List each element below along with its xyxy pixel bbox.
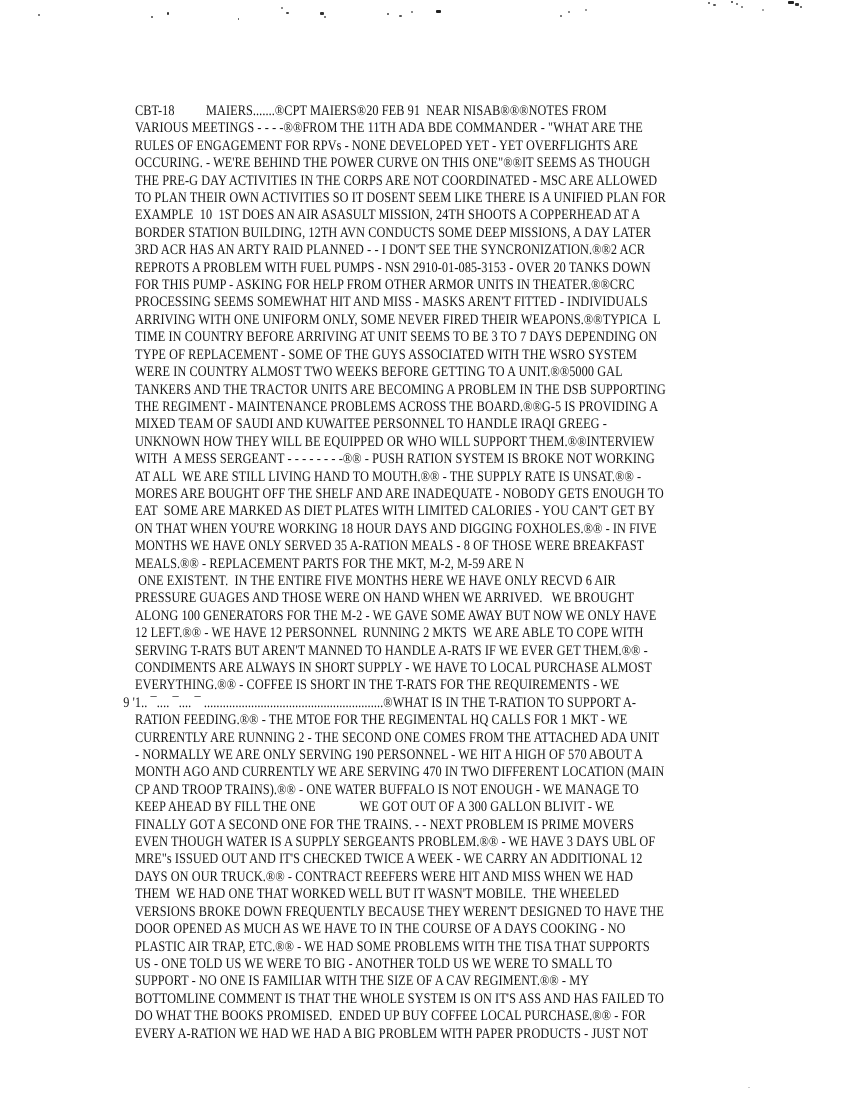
scan-speck	[736, 3, 738, 5]
text-line: VERSIONS BROKE DOWN FREQUENTLY BECAUSE THEY WEREN'T DESIGNED TO HAVE THE	[135, 903, 664, 920]
text-line: CONDIMENTS ARE ALWAYS IN SHORT SUPPLY - WE HAVE TO LOCAL PURCHASE ALMOST	[135, 660, 652, 676]
text-line: REPROTS A PROBLEM WITH FUEL PUMPS - NSN 2910-01-085-3153 - OVER 20 TANKS DOWN	[135, 259, 651, 276]
text-line: MIXED TEAM OF SAUDI AND KUWAITEE PERSONNEL TO HANDLE IRAQI GREEG -	[135, 416, 607, 433]
text-line: AT ALL WE ARE STILL LIVING HAND TO MOUTH.®® - THE SUPPLY RATE IS UNSAT.®® -	[135, 468, 642, 485]
text-line: MORES ARE BOUGHT OFF THE SHELF AND ARE INADEQUATE - NOBODY GETS ENOUGH TO	[135, 485, 664, 502]
document-text	[123, 103, 750, 1043]
scan-speck	[762, 9, 764, 11]
text-line: US - ONE TOLD US WE WERE TO BIG - ANOTHER TOLD US WE WERE TO SMALL TO	[135, 955, 613, 972]
text-line: TANKERS AND THE TRACTOR UNITS ARE BECOMING A PROBLEM IN THE DSB SUPPORTING	[135, 381, 666, 398]
scan-speck	[38, 14, 40, 16]
text-line: FOR THIS PUMP - ASKING FOR HELP FROM OTHER ARMOR UNITS IN THEATER.®®CRC	[135, 277, 635, 294]
text-line: 9 '1.. ¯.... ¯.... ¯ .........................................................®WHAT IS IN THE T-RATION TO SUPPORT A-	[123, 694, 637, 711]
scan-speck	[324, 16, 326, 18]
text-line: THE REGIMENT - MAINTENANCE PROBLEMS ACROSS THE BOARD.®®G-5 IS PROVIDING A	[135, 398, 659, 415]
text-line: SUPPORT - NO ONE IS FAMILIAR WITH THE SIZE OF A CAV REGIMENT.®® - MY	[135, 973, 590, 990]
scan-speck	[167, 12, 169, 15]
text-line: EAT SOME ARE MARKED AS DIET PLATES WITH LIMITED CALORIES - YOU CAN'T GET BY	[135, 503, 656, 520]
text-line: BOTTOMLINE COMMENT IS THAT THE WHOLE SYSTEM IS ON IT'S ASS AND HAS FAILED TO	[135, 990, 664, 1007]
text-line: DAYS ON OUR TRUCK.®® - CONTRACT REEFERS WERE HIT AND MISS WHEN WE HAD	[135, 868, 634, 885]
text-line: VARIOUS MEETINGS - - - -®®FROM THE 11TH ADA BDE COMMANDER - "WHAT ARE THE	[135, 120, 643, 137]
text-line: TYPE OF REPLACEMENT - SOME OF THE GUYS ASSOCIATED WITH THE WSRO SYSTEM	[135, 346, 637, 363]
scan-speck	[399, 15, 402, 17]
text-line: BORDER STATION BUILDING, 12TH AVN CONDUCTS SOME DEEP MISSIONS, A DAY LATER	[135, 224, 652, 241]
text-line: EXAMPLE 10 1ST DOES AN AIR ASASULT MISSION, 24TH SHOOTS A COPPERHEAD AT A	[135, 207, 641, 224]
text-line: ALONG 100 GENERATORS FOR THE M-2 - WE GAVE SOME AWAY BUT NOW WE ONLY HAVE	[135, 607, 657, 624]
scan-speck	[568, 11, 570, 13]
text-line: EVERY A-RATION WE HAD WE HAD A BIG PROBLEM WITH PAPER PRODUCTS - JUST NOT	[135, 1025, 649, 1042]
scan-speck	[795, 3, 799, 6]
scan-speck	[436, 10, 441, 13]
text-line: PRESSURE GUAGES AND THOSE WERE ON HAND WHEN WE ARRIVED. WE BROUGHT	[135, 590, 635, 607]
scan-speck	[320, 12, 324, 15]
text-line: CURRENTLY ARE RUNNING 2 - THE SECOND ONE COMES FROM THE ATTACHED ADA UNIT	[135, 729, 660, 746]
text-line: 3RD ACR HAS AN ARTY RAID PLANNED - - I DON'T SEE THE SYNCRONIZATION.®®2 ACR	[135, 242, 646, 259]
scan-speck	[748, 1087, 750, 1088]
text-line: RATION FEEDING.®® - THE MTOE FOR THE REGIMENTAL HQ CALLS FOR 1 MKT - WE	[135, 712, 628, 729]
scan-speck	[708, 2, 710, 4]
scan-speck	[286, 12, 289, 14]
text-line: TIME IN COUNTRY BEFORE ARRIVING AT UNIT SEEMS TO BE 3 TO 7 DAYS DEPENDING ON	[135, 329, 658, 346]
scan-speck	[800, 6, 802, 8]
scan-speck	[585, 9, 587, 11]
scan-speck	[281, 7, 283, 9]
text-line: DOOR OPENED AS MUCH AS WE HAVE TO IN THE COURSE OF A DAYS COOKING - NO	[135, 921, 626, 938]
text-line: UNKNOWN HOW THEY WILL BE EQUIPPED OR WHO WILL SUPPORT THEM.®®INTERVIEW	[135, 433, 655, 450]
text-line: WERE IN COUNTRY ALMOST TWO WEEKS BEFORE GETTING TO A UNIT.®®5000 GAL	[135, 364, 623, 381]
scan-speck	[387, 13, 389, 15]
scan-speck	[238, 18, 239, 20]
text-line: ON THAT WHEN YOU'RE WORKING 18 HOUR DAYS AND DIGGING FOXHOLES.®® - IN FIVE	[135, 520, 657, 537]
text-line: MONTH AGO AND CURRENTLY WE ARE SERVING 470 IN TWO DIFFERENT LOCATION (MAIN	[135, 764, 665, 781]
scan-speck	[741, 6, 743, 8]
text-line: PLASTIC AIR TRAP, ETC.®® - WE HAD SOME PROBLEMS WITH THE TISA THAT SUPPORTS	[135, 938, 650, 955]
text-line: MEALS.®® - REPLACEMENT PARTS FOR THE MKT, M-2, M-59 ARE N	[135, 555, 525, 572]
text-line: KEEP AHEAD BY FILL THE ONE WE GOT OUT OF A 300 GALLON BLIVIT - WE	[135, 799, 615, 816]
text-line: EVERYTHING.®® - COFFEE IS SHORT IN THE T-RATS FOR THE REQUIREMENTS - WE	[135, 677, 620, 694]
text-line: ONE EXISTENT. IN THE ENTIRE FIVE MONTHS HERE WE HAVE ONLY RECVD 6 AIR	[135, 572, 616, 589]
text-line: THE PRE-G DAY ACTIVITIES IN THE CORPS ARE NOT COORDINATED - MSC ARE ALLOWED	[135, 172, 658, 189]
text-line: SERVING T-RATS BUT AREN'T MANNED TO HANDLE A-RATS IF WE EVER GET THEM.®® -	[135, 642, 648, 659]
scan-speck	[411, 11, 413, 13]
text-line: FINALLY GOT A SECOND ONE FOR THE TRAINS. - - NEXT PROBLEM IS PRIME MOVERS	[135, 816, 635, 833]
text-line: MONTHS WE HAVE ONLY SERVED 35 A-RATION MEALS - 8 OF THOSE WERE BREAKFAST	[135, 538, 645, 555]
text-line: ARRIVING WITH ONE UNIFORM ONLY, SOME NEVER FIRED THEIR WEAPONS.®®TYPICA L	[135, 311, 661, 328]
scan-speck	[713, 4, 716, 6]
scan-speck	[560, 15, 562, 17]
text-line: 12 LEFT.®® - WE HAVE 12 PERSONNEL RUNNING 2 MKTS WE ARE ABLE TO COPE WITH	[135, 625, 644, 642]
text-line: WITH A MESS SERGEANT - - - - - - - -®® - PUSH RATION SYSTEM IS BROKE NOT WORKING	[135, 451, 655, 468]
text-line: EVEN THOUGH WATER IS A SUPPLY SERGEANTS PROBLEM.®® - WE HAVE 3 DAYS UBL OF	[135, 834, 656, 851]
text-line: RULES OF ENGAGEMENT FOR RPVs - NONE DEVELOPED YET - YET OVERFLIGHTS ARE	[135, 137, 638, 154]
text-line: MRE"s ISSUED OUT AND IT'S CHECKED TWICE A WEEK - WE CARRY AN ADDITIONAL 12	[135, 851, 643, 868]
text-line: - NORMALLY WE ARE ONLY SERVING 190 PERSONNEL - WE HIT A HIGH OF 570 ABOUT A	[135, 747, 643, 764]
text-line: DO WHAT THE BOOKS PROMISED. ENDED UP BUY COFFEE LOCAL PURCHASE.®® - FOR	[135, 1008, 646, 1025]
text-line: THEM WE HAD ONE THAT WORKED WELL BUT IT WASN'T MOBILE. THE WHEELED	[135, 886, 620, 903]
text-line: TO PLAN THEIR OWN ACTIVITIES SO IT DOSENT SEEM LIKE THERE IS A UNIFIED PLAN FOR	[135, 190, 666, 207]
scan-speck	[731, 1, 733, 3]
text-line: CP AND TROOP TRAINS).®® - ONE WATER BUFFALO IS NOT ENOUGH - WE MANAGE TO	[135, 781, 639, 798]
scan-speck	[151, 16, 153, 18]
text-line: OCCURING. - WE'RE BEHIND THE POWER CURVE ON THIS ONE"®®IT SEEMS AS THOUGH	[135, 155, 651, 172]
text-line: PROCESSING SEEMS SOMEWHAT HIT AND MISS - MASKS AREN'T FITTED - INDIVIDUALS	[135, 294, 648, 311]
text-line: CBT-18 MAIERS.......®CPT MAIERS®20 FEB 91 NEAR NISAB®®®NOTES FROM	[135, 103, 607, 119]
scan-speck	[788, 1, 794, 4]
